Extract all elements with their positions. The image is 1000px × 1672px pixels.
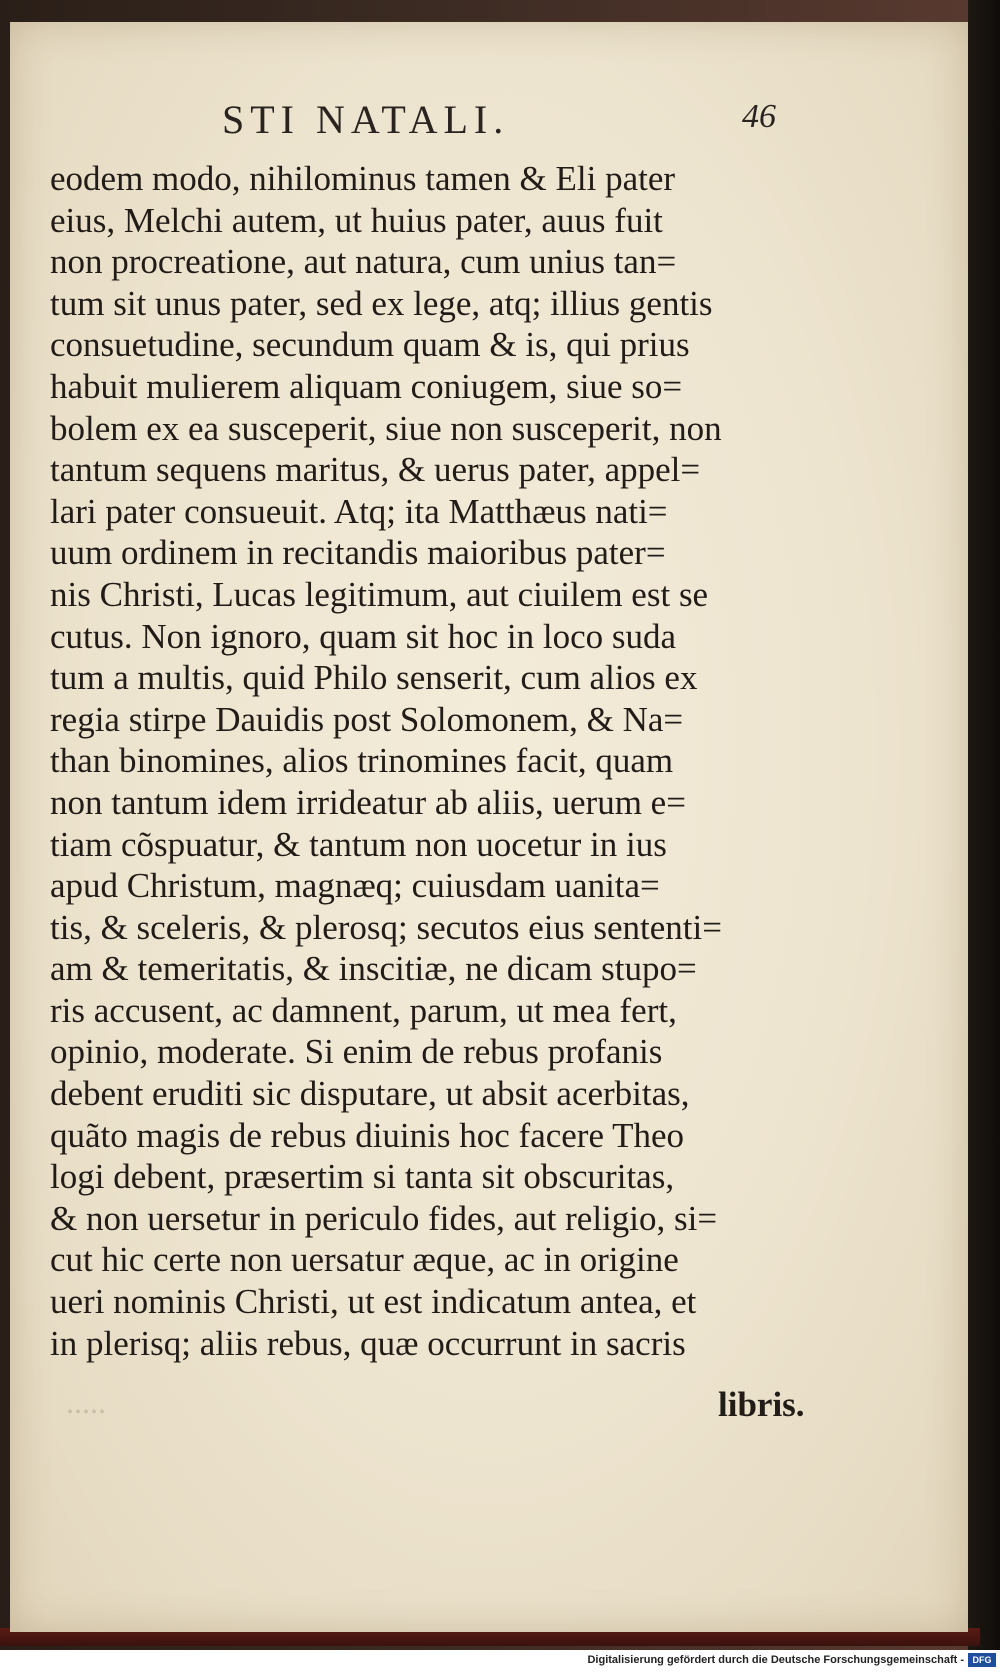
text-line: debent eruditi sic disputare, ut absit acerbitas, — [50, 1074, 690, 1114]
digitization-footer — [0, 1650, 1000, 1672]
text-line: tiam cõspuatur, & tantum non uocetur in ius — [50, 824, 667, 864]
text-line: tantum sequens maritus, & uerus pater, appel= — [50, 450, 701, 490]
text-line: lari pater consueuit. Atq; ita Matthæus nati= — [50, 491, 668, 531]
text-line: tis, & sceleris, & plerosq; secutos eius sententi= — [50, 907, 722, 947]
text-line: quãto magis de rebus diuinis hoc facere Theo — [50, 1115, 685, 1155]
page-number: 46 — [742, 98, 776, 135]
text-line: consuetudine, secundum quam & is, qui prius — [50, 325, 690, 365]
text-line: am & temeritatis, & inscitiæ, ne dicam stupo= — [50, 949, 697, 989]
text-line: & non uersetur in periculo fides, aut religio, si= — [50, 1198, 718, 1238]
show-through-text: ..... — [66, 1384, 106, 1420]
text-line: apud Christum, magnæq; cuiusdam uanita= — [50, 866, 660, 906]
text-line: regia stirpe Dauidis post Solomonem, & Na= — [50, 699, 684, 739]
catchword: libris. — [718, 1385, 805, 1424]
dfg-logo: DFG — [968, 1653, 996, 1667]
running-head — [10, 96, 968, 146]
text-line: non tantum idem irrideatur ab aliis, uerum e= — [50, 782, 686, 822]
text-line: habuit mulierem aliquam coniugem, siue so= — [50, 366, 683, 406]
text-line: cut hic certe non uersatur æque, ac in origine — [50, 1240, 679, 1280]
text-line: tum sit unus pater, sed ex lege, atq; illius gentis — [50, 283, 713, 323]
text-line: opinio, moderate. Si enim de rebus profanis — [50, 1032, 663, 1072]
text-line: uum ordinem in recitandis maioribus pater= — [50, 533, 666, 573]
text-line: nis Christi, Lucas legitimum, aut ciuilem est se — [50, 574, 709, 614]
text-line: eius, Melchi autem, ut huius pater, auus fuit — [50, 200, 663, 240]
running-head-title: STI NATALI. — [222, 97, 510, 142]
text-line: tum a multis, quid Philo senserit, cum alios ex — [50, 658, 698, 698]
text-line: cutus. Non ignoro, quam sit hoc in loco suda — [50, 616, 677, 656]
text-line: logi debent, præsertim si tanta sit obscuritas, — [50, 1157, 675, 1197]
text-line: ueri nominis Christi, ut est indicatum antea, et — [50, 1282, 697, 1322]
text-line: than binomines, alios trinomines facit, quam — [50, 741, 674, 781]
text-line: eodem modo, nihilominus tamen & Eli pater — [50, 159, 676, 198]
text-line: non procreatione, aut natura, cum unius tan= — [50, 242, 677, 282]
scan-right-edge — [968, 0, 1000, 1650]
text-line: ris accusent, ac damnent, parum, ut mea fert, — [50, 990, 677, 1030]
funding-credit: Digitalisierung gefördert durch die Deutsche Forschungsgemeinschaft - — [587, 1654, 964, 1666]
body-text — [50, 158, 840, 1364]
text-line: bolem ex ea susceperit, siue non susceperit, non — [50, 408, 722, 448]
text-line: in plerisq; aliis rebus, quæ occurrunt in sacris — [50, 1323, 686, 1363]
book-page — [10, 22, 968, 1632]
